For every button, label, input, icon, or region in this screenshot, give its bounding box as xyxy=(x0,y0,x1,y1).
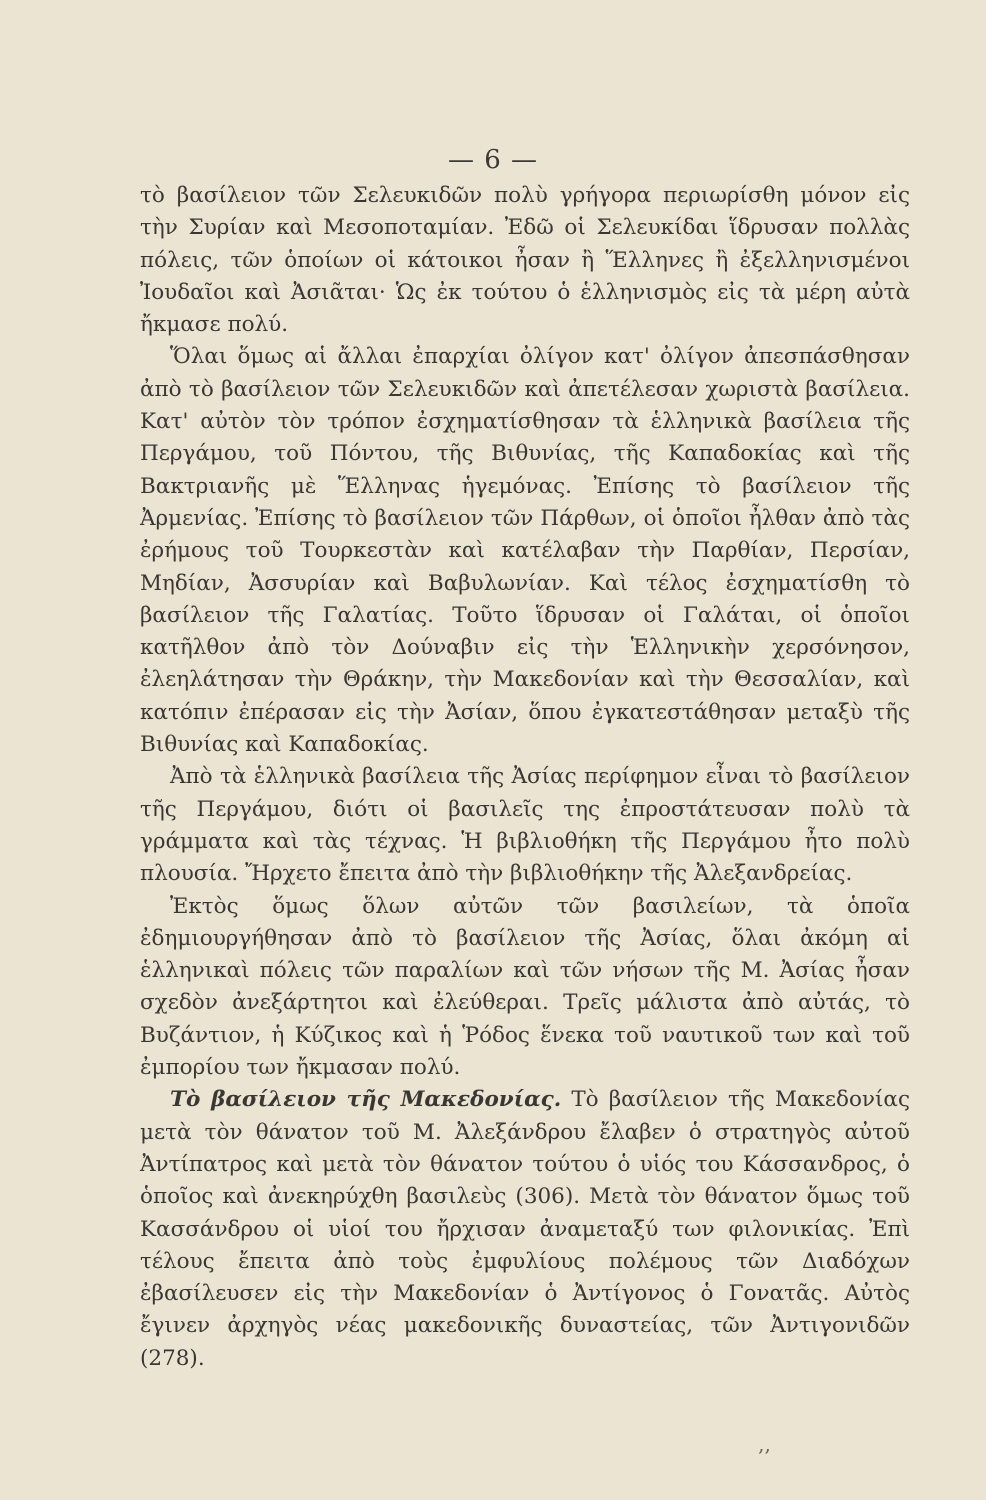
footer-mark: ‚‚ xyxy=(758,1432,771,1456)
section-heading-macedonia: Τὸ βασίλειον τῆς Μακεδονίας. xyxy=(170,1087,562,1113)
paragraph-3: Ἀπὸ τὰ ἑλληνικὰ βασίλεια τῆς Ἀσίας περίφημον εἶναι τὸ βασίλειον τῆς Περγάμου, διότι οἱ βασιλεῖς της ἐπροστάτευσαν πολὺ τὰ γράμματα καὶ τὰς τέχνας. Ἡ βιβλιοθήκη τῆς Περγάμου ἦτο πολὺ πλουσία. Ἤρχετο ἔπειτα ἀπὸ τὴν βιβλιοθήκην τῆς Ἀλεξανδρείας. xyxy=(140,764,910,887)
paragraph-1: τὸ βασίλειον τῶν Σελευκιδῶν πολὺ γρήγορα περιωρίσθη μόνον εἰς τὴν Συρίαν καὶ Μεσοποταμίαν. Ἐδῶ οἱ Σελευκίδαι ἵδρυσαν πολλὰς πόλεις, τῶν ὁποίων οἱ κάτοικοι ἦσαν ἢ Ἕλληνες ἢ ἐξελληνισμένοι Ἰουδαῖοι καὶ Ἀσιᾶται· Ὡς ἐκ τούτου ὁ ἑλληνισμὸς εἰς τὰ μέρη αὐτὰ ἤκμασε πολύ. xyxy=(140,183,910,338)
paragraph-5 xyxy=(140,1084,910,1375)
body-text xyxy=(140,180,910,1375)
paragraph-4: Ἐκτὸς ὅμως ὅλων αὐτῶν τῶν βασιλείων, τὰ ὁποῖα ἐδημιουργήθησαν ἀπὸ τὸ βασίλειον τῆς Ἀσίας, ὅλαι ἀκόμη αἱ ἑλληνικαὶ πόλεις τῶν παραλίων καὶ τῶν νήσων τῆς Μ. Ἀσίας ἦσαν σχεδὸν ἀνεξάρτητοι καὶ ἐλεύθεραι. Τρεῖς μάλιστα ἀπὸ αὐτάς, τὸ Βυζάντιον, ἡ Κύζικος καὶ ἡ Ῥόδος ἕνεκα τοῦ ναυτικοῦ των καὶ τοῦ ἐμπορίου των ἤκμασαν πολύ. xyxy=(140,893,910,1081)
paragraph-5-text: Τὸ βασίλειον τῆς Μακεδονίας μετὰ τὸν θάνατον τοῦ Μ. Ἀλεξάνδρου ἔλαβεν ὁ στρατηγὸς αὐτοῦ Ἀντίπατρος καὶ μετὰ τὸν θάνατον τούτου ὁ υἱός του Κάσσανδρος, ὁ ὁποῖος καὶ ἀνεκηρύχθη βασιλεὺς (306). Μετὰ τὸν θάνατον ὅμως τοῦ Κασσάνδρου οἱ υἱοί του ἤρχισαν ἀναμεταξύ των φιλονικίας. Ἐπὶ τέλους ἔπειτα ἀπὸ τοὺς ἐμφυλίους πολέμους τῶν Διαδόχων ἐβασίλευσεν εἰς τὴν Μακεδονίαν ὁ Ἀντίγονος ὁ Γονατᾶς. Αὐτὸς ἔγινεν ἀρχηγὸς νέας μακεδονικῆς δυναστείας, τῶν Ἀντιγονιδῶν (278). xyxy=(140,1087,910,1371)
page-number: — 6 — xyxy=(447,145,539,175)
paragraph-2: Ὅλαι ὅμως αἱ ἄλλαι ἐπαρχίαι ὀλίγον κατ' ὀλίγον ἀπεσπάσθησαν ἀπὸ τὸ βασίλειον τῶν Σελευκιδῶν καὶ ἀπετέλεσαν χωριστὰ βασίλεια. Κατ' αὐτὸν τὸν τρόπον ἐσχηματίσθησαν τὰ ἑλληνικὰ βασίλεια τῆς Περγάμου, τοῦ Πόντου, τῆς Βιθυνίας, τῆς Καπαδοκίας καὶ τῆς Βακτριανῆς μὲ Ἕλληνας ἡγεμόνας. Ἐπίσης τὸ βασίλειον τῆς Ἀρμενίας. Ἐπίσης τὸ βασίλειον τῶν Πάρθων, οἱ ὁποῖοι ἦλθαν ἀπὸ τὰς ἐρήμους τοῦ Τουρκεστὰν καὶ κατέλαβαν τὴν Παρθίαν, Περσίαν, Μηδίαν, Ἀσσυρίαν καὶ Βαβυλωνίαν. Καὶ τέλος ἐσχηματίσθη τὸ βασίλειον τῆς Γαλατίας. Τοῦτο ἵδρυσαν οἱ Γαλάται, οἱ ὁποῖοι κατῆλθον ἀπὸ τὸν Δούναβιν εἰς τὴν Ἑλληνικὴν χερσόνησον, ἐλεηλάτησαν τὴν Θράκην, τὴν Μακεδονίαν καὶ τὴν Θεσσαλίαν, καὶ κατόπιν ἐπέρασαν εἰς τὴν Ἀσίαν, ὅπου ἐγκατεστάθησαν μεταξὺ τῆς Βιθυνίας καὶ Καπαδοκίας. xyxy=(140,344,910,758)
